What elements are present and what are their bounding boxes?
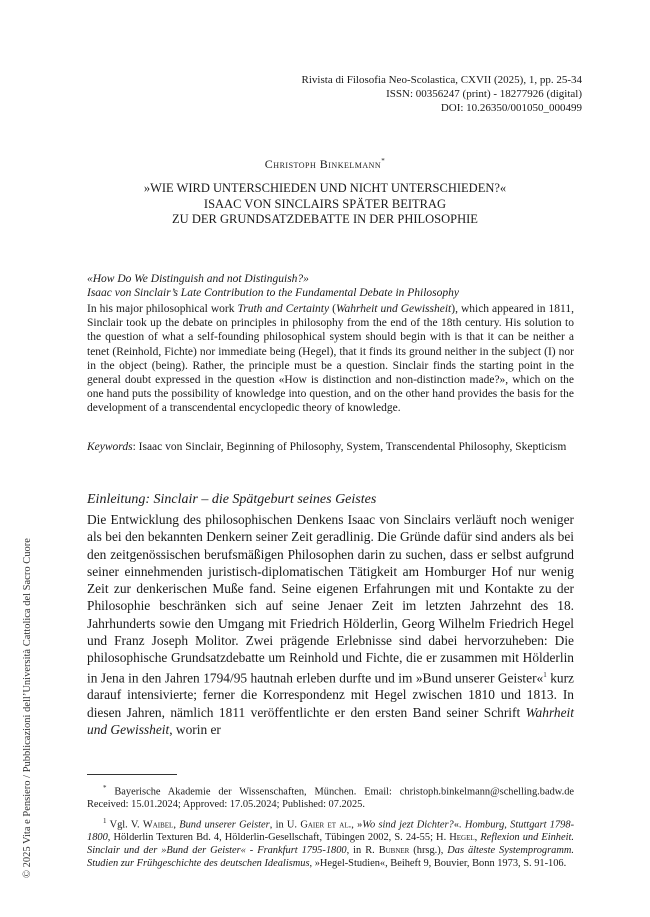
footnote-author-name: Gaier et al. bbox=[300, 819, 352, 831]
footnote-italic: Das älteste Systemprogramm. Studien zur Frühgeschichte des deutschen Idealismus bbox=[87, 845, 574, 870]
body-italic: Wahrheit und Gewissheit bbox=[87, 704, 574, 738]
footnote-text: Vgl. V. bbox=[106, 819, 143, 831]
footnote-mark: 1 bbox=[103, 817, 107, 825]
footnote-1 bbox=[87, 815, 574, 870]
journal-header bbox=[302, 73, 582, 115]
copyright-sidebar: © 2025 Vita e Pensiero / Pubblicazioni dell’Università Cattolica del Sacro Cuore bbox=[22, 538, 33, 878]
footnote-text: «. bbox=[453, 819, 465, 831]
footnote-italic: Bund unserer Geister bbox=[179, 819, 270, 831]
footnote-italic: Reflexion und Einheit. Sinclair und der »Bund der Geister« - Frankfurt 1795-1800 bbox=[87, 832, 574, 857]
footnote-text: Bayerische Akademie der Wissenschaften, München. Email: christoph.binkelmann@schelling.badw.de Received: 15.01.2024; Approved: 17.05.2024; Published: 07.2025. bbox=[87, 786, 574, 811]
footnote-text: , »Hegel-Studien«, Beiheft 9, Bouvier, Bonn 1973, S. 91-106. bbox=[309, 858, 567, 870]
body-text: kurz darauf intensivierte; ferner die Korrespondenz mit Hegel zwischen 1810 und 1813. In diesen Jahren, nämlich 1811 veröffentlichte er den ersten Band seiner Schrift bbox=[87, 670, 574, 720]
keywords-text: : Isaac von Sinclair, Beginning of Philosophy, System, Transcendental Philosophy, Skepticism bbox=[132, 441, 567, 453]
keywords bbox=[87, 440, 574, 454]
body-text: , worin er bbox=[169, 722, 221, 738]
english-title-line-1: «How Do We Distinguish and not Distinguish?» bbox=[87, 273, 309, 285]
footnote-text: (hrsg.), bbox=[409, 845, 448, 857]
footnote-ref[interactable]: 1 bbox=[543, 670, 547, 679]
title-line-3: ZU DER GRUNDSATZDEBATTE IN DER PHILOSOPHIE bbox=[172, 212, 478, 226]
footnote-divider bbox=[87, 774, 177, 775]
footnote-mark: * bbox=[103, 784, 107, 792]
footnote-text: , bbox=[173, 819, 180, 831]
author-name bbox=[0, 157, 650, 172]
abstract-italic: Truth and Certainty bbox=[237, 303, 330, 315]
author-footnote-mark: * bbox=[381, 157, 386, 165]
author-text: Christoph Binkelmann bbox=[264, 157, 382, 171]
footnote-italic: Wo sind jezt Dichter? bbox=[362, 819, 454, 831]
footnote-text: , bbox=[474, 832, 481, 844]
footnote-author-name: Bubner bbox=[378, 845, 410, 857]
title-line-1: »WIE WIRD UNTERSCHIEDEN UND NICHT UNTERSCHIEDEN?« bbox=[143, 181, 507, 195]
section-heading: Einleitung: Sinclair – die Spätgeburt seines Geistes bbox=[87, 492, 377, 507]
keywords-label: Keywords bbox=[87, 441, 133, 453]
footnote-text: , Hölderlin Texturen Bd. 4, Hölderlin-Gesellschaft, Tübingen 2002, S. 24-55; H. bbox=[107, 832, 450, 844]
footnote-text: , » bbox=[351, 819, 363, 831]
abstract-text: ), which appeared in 1811, Sinclair took up the debate on principles in philosophy from the end of the 18th century. His solution to the question of what a self-founding philosophical system should begin with is that it can be neither a tenet (Reinhold, Fichte) nor immediate being (Hegel), that it finds its ground neither in the subject (I) nor in the object (being). Rather, the principle must be a question. Sinclair finds the starting point in the general doubt expressed in the question «How is distinction and non-distinction made?», which on the one hand puts the possibility of knowledge into question, and on the other hand provides the basis for the development of a transcendental encyclopedic theory of knowledge. bbox=[87, 303, 574, 415]
body-text: Die Entwicklung des philosophischen Denkens Isaac von Sinclairs verläuft noch weniger als bei den bekannten Denkern seiner Zeit geradlinig. Die Gründe dafür sind anders als bei den zeitgenössischen berufsmäßigen Philosophen darin zu suchen, dass er selbst aufgrund seiner einnehmenden juristisch-diplomatischen Tätigkeit am Homburger Hof nur wenig Zeit zur denkerischen Muße fand. Seine eigenen Erfahrungen mit und Kontakte zu der Philosophie beschränken sich auf seine Jenaer Zeit im letzten Jahrzehnt des 18. Jahrhunderts sowie den Umgang mit Friedrich Hölderlin, Georg Wilhelm Friedrich Hegel und Franz Joseph Molitor. Zwei prägende Erlebnisse sind dabei hervorzuheben: Die philosophische Grundsatzdebatte um Reinhold und Fichte, die er zusammen mit Hölderlin in Jena in den Jahren 1794/95 hautnah erleben durfte und im »Bund unserer Geister« bbox=[87, 512, 574, 686]
journal-citation: Rivista di Filosofia Neo-Scolastica, CXVII (2025), 1, pp. 25-34 bbox=[301, 74, 582, 86]
journal-doi: DOI: 10.26350/001050_000499 bbox=[440, 102, 582, 114]
footnote-text: , in R. bbox=[346, 845, 379, 857]
footnote-text: , in U. bbox=[269, 819, 301, 831]
english-title-line-2: Isaac von Sinclair’s Late Contribution to the Fundamental Debate in Philosophy bbox=[87, 287, 460, 299]
footnote-italic: Homburg, Stuttgart 1798-1800 bbox=[87, 819, 575, 844]
body-paragraph bbox=[87, 511, 574, 738]
abstract-text: ( bbox=[329, 303, 336, 315]
footnote-author bbox=[87, 782, 574, 811]
abstract bbox=[87, 302, 574, 416]
english-title bbox=[87, 272, 459, 300]
abstract-text: In his major philosophical work bbox=[87, 303, 238, 315]
paper-title bbox=[0, 181, 650, 228]
abstract-italic: Wahrheit und Gewissheit bbox=[335, 303, 452, 315]
title-line-2: ISAAC VON SINCLAIRS SPÄTER BEITRAG bbox=[203, 196, 447, 211]
footnote-author-name: Waibel bbox=[142, 819, 174, 831]
footnote-author-name: Hegel bbox=[449, 832, 475, 844]
journal-issn: ISSN: 00356247 (print) - 18277926 (digital) bbox=[386, 88, 582, 100]
